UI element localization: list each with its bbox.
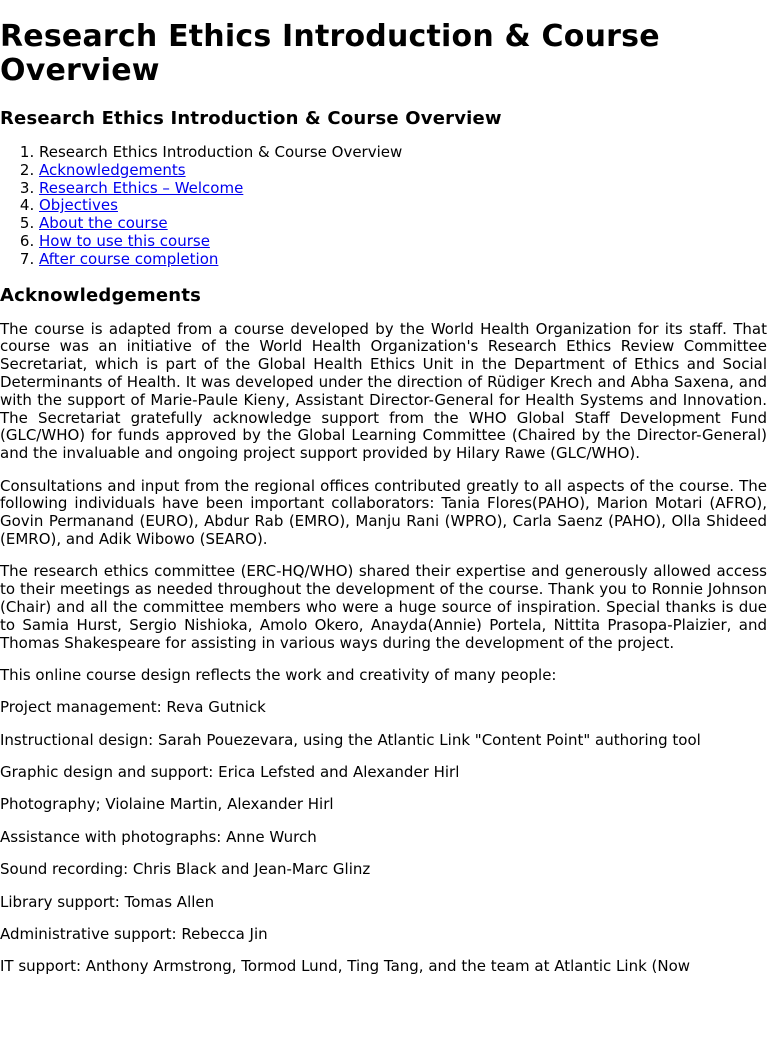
paragraph-consultations: Consultations and input from the regional offices contributed greatly to all aspects of the course. The following individuals have been important collaborators: Tania Flores(PAHO), Marion Motari (AFRO), Govin Permanand (EURO), Abdur Rab (EMRO), Manju Rani (WPRO), Carla Saenz (PAHO), Olla Shideed (EMRO), and Adik Wibowo (SEARO). (0, 476, 767, 548)
credit-library-support: Library support: Tomas Allen (0, 892, 215, 911)
section-heading-intro: Research Ethics Introduction & Course Overview (0, 108, 502, 129)
credit-photo-assistance: Assistance with photographs: Anne Wurch (0, 827, 317, 846)
toc-item-how-to-use (39, 233, 767, 251)
toc-link-about[interactable]: About the course (39, 214, 168, 233)
toc-item-about (39, 215, 767, 233)
paragraph-course-origin: The course is adapted from a course developed by the World Health Organization for its staff. That course was an initiative of the World Health Organization's Research Ethics Review Committee Secretariat, which is part of the Global Health Ethics Unit in the Department of Ethics and Social Determinants of Health. It was developed under the direction of Rüdiger Krech and Abha Saxena, and with the support of Marie-Paule Kieny, Assistant Director-General for Health Systems and Innovation. The Secretariat gratefully acknowledge support from the WHO Global Staff Development Fund (GLC/WHO) for funds approved by the Global Learning Committee (Chaired by the Director-General) and the invaluable and ongoing project support provided by Hilary Rawe (GLC/WHO). (0, 319, 767, 463)
toc-item-after-completion (39, 251, 767, 269)
toc-link-welcome[interactable]: Research Ethics – Welcome (39, 178, 244, 197)
section-heading-acknowledgements: Acknowledgements (0, 284, 202, 306)
table-of-contents (0, 144, 767, 269)
credit-administrative-support: Administrative support: Rebecca Jin (0, 925, 268, 944)
toc-item-objectives (39, 197, 767, 215)
credit-photography: Photography; Violaine Martin, Alexander Hirl (0, 795, 334, 814)
toc-link-after-completion[interactable]: After course completion (39, 249, 219, 268)
credit-graphic-design: Graphic design and support: Erica Lefsted and Alexander Hirl (0, 763, 460, 782)
toc-item-welcome (39, 180, 767, 198)
toc-item-acknowledgements (39, 162, 767, 180)
credit-sound-recording: Sound recording: Chris Black and Jean-Marc Glinz (0, 860, 371, 879)
toc-item-intro (39, 144, 767, 162)
document-page (0, 20, 768, 976)
paragraph-design-intro: This online course design reflects the work and creativity of many people: (0, 665, 557, 684)
credit-project-management: Project management: Reva Gutnick (0, 698, 266, 717)
page-title: Research Ethics Introduction & Course Overview (0, 19, 660, 88)
toc-link-objectives[interactable]: Objectives (39, 196, 118, 215)
credit-instructional-design: Instructional design: Sarah Pouezevara, using the Atlantic Link "Content Point" authoring tool (0, 730, 701, 749)
toc-item-label: Research Ethics Introduction & Course Overview (39, 143, 403, 161)
paragraph-research-ethics-committee: The research ethics committee (ERC-HQ/WHO) shared their expertise and generously allowed access to their meetings as needed throughout the development of the course. Thank you to Ronnie Johnson (Chair) and all the committee members who were a huge source of inspiration. Special thanks is due to Samia Hurst, Sergio Nishioka, Amolo Okero, Anayda(Annie) Portela, Nittita Prasopa-Plaizier, and Thomas Shakespeare for assisting in various ways during the development of the project. (0, 562, 767, 652)
credit-it-support: IT support: Anthony Armstrong, Tormod Lund, Ting Tang, and the team at Atlantic Link (Now (0, 957, 691, 976)
toc-link-how-to-use[interactable]: How to use this course (39, 231, 210, 250)
toc-link-acknowledgements[interactable]: Acknowledgements (39, 160, 186, 179)
